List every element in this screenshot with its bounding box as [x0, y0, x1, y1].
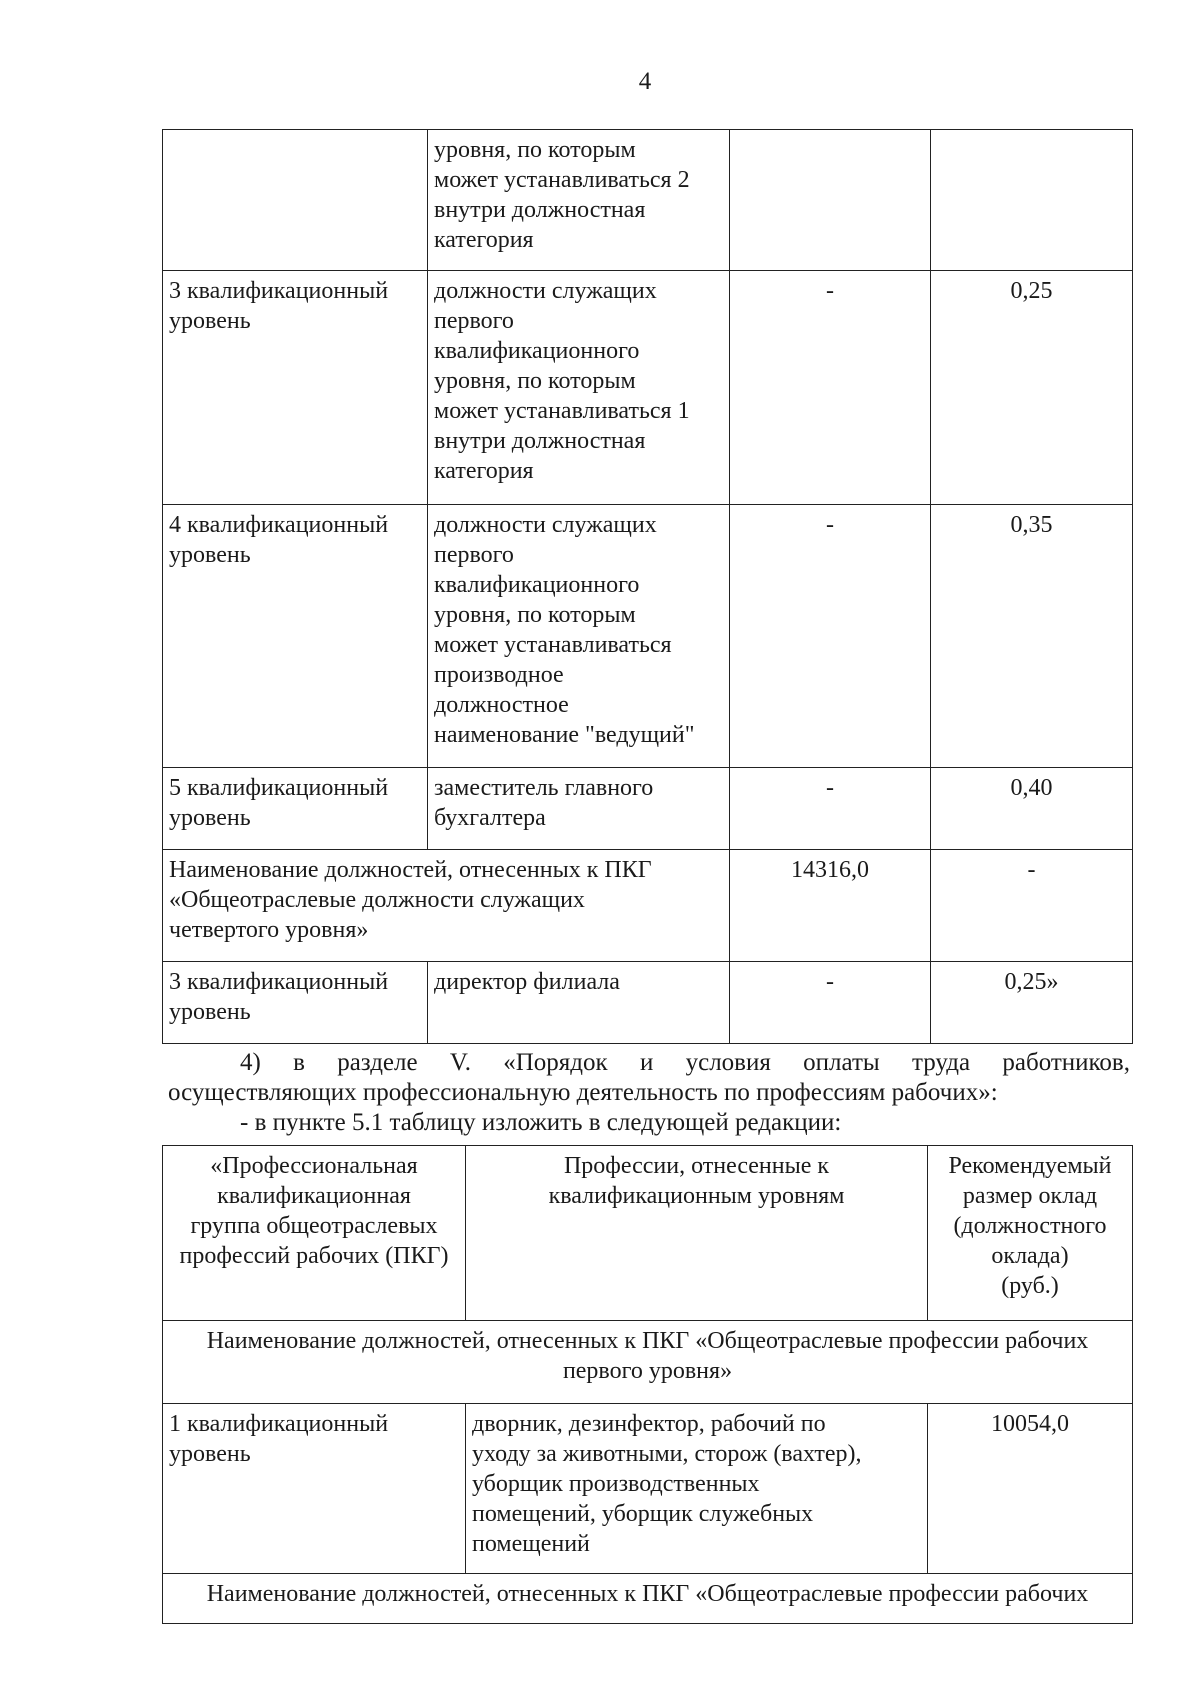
- paragraph-line-1: 4) в разделе V. «Порядок и условия оплаты труда работников,: [240, 1049, 1130, 1076]
- table-row: [163, 130, 1133, 271]
- salary-cell: -: [730, 962, 931, 1044]
- coefficient-cell: 0,40: [931, 768, 1133, 850]
- qualification-level: 3 квалификационный уровень: [163, 962, 428, 1044]
- group-row: [163, 1321, 1133, 1404]
- page-number: 4: [638, 68, 652, 95]
- table-header-row: [163, 1146, 1133, 1321]
- coefficient-cell: 0,25»: [931, 962, 1133, 1044]
- position-cell: должности служащих первого квалификационного уровня, по которым может устанавливаться 1 внутри должностная категория: [428, 271, 730, 505]
- qualification-level: [163, 130, 428, 271]
- table-row: [163, 271, 1133, 505]
- table-row: [163, 1404, 1133, 1574]
- table-row: [163, 505, 1133, 768]
- group-row: [163, 850, 1133, 962]
- salary-table-continued: [162, 129, 1133, 1044]
- salary-cell: -: [730, 768, 931, 850]
- coefficient-cell: [931, 130, 1133, 271]
- qualification-level: 3 квалификационный уровень: [163, 271, 428, 505]
- amendment-paragraph: [168, 1048, 1130, 1138]
- position-cell: должности служащих первого квалификационного уровня, по которым может устанавливаться производное должностное наименование "ведущий": [428, 505, 730, 768]
- worker-professions-table: [162, 1145, 1133, 1624]
- header-professions: Профессии, отнесенные к квалификационным уровням: [466, 1146, 928, 1321]
- salary-cell: 14316,0: [730, 850, 931, 962]
- group-row: [163, 1574, 1133, 1624]
- coefficient-cell: 0,35: [931, 505, 1133, 768]
- qualification-level: 5 квалификационный уровень: [163, 768, 428, 850]
- position-cell: директор филиала: [428, 962, 730, 1044]
- group-title: Наименование должностей, отнесенных к ПКГ «Общеотраслевые профессии рабочих: [163, 1574, 1133, 1624]
- qualification-level: 4 квалификационный уровень: [163, 505, 428, 768]
- coefficient-cell: 0,25: [931, 271, 1133, 505]
- coefficient-cell: -: [931, 850, 1133, 962]
- table-row: [163, 768, 1133, 850]
- paragraph-line-2: осуществляющих профессиональную деятельность по профессиям рабочих»:: [168, 1079, 998, 1106]
- group-title: Наименование должностей, отнесенных к ПКГ «Общеотраслевые должности служащих четвертого уровня»: [163, 850, 730, 962]
- salary-cell: -: [730, 271, 931, 505]
- position-cell: заместитель главного бухгалтера: [428, 768, 730, 850]
- header-qualification-group: «Профессиональная квалификационная группа общеотраслевых профессий рабочих (ПКГ): [163, 1146, 466, 1321]
- qualification-level: 1 квалификационный уровень: [163, 1404, 466, 1574]
- position-cell: уровня, по которым может устанавливаться 2 внутри должностная категория: [428, 130, 730, 271]
- header-recommended-salary: Рекомендуемый размер оклад (должностного оклада) (руб.): [928, 1146, 1133, 1321]
- professions-cell: дворник, дезинфектор, рабочий по уходу за животными, сторож (вахтер), уборщик производственных помещений, уборщик служебных помещений: [466, 1404, 928, 1574]
- salary-cell: [730, 130, 931, 271]
- group-title: Наименование должностей, отнесенных к ПКГ «Общеотраслевые профессии рабочих первого уровня»: [163, 1321, 1133, 1404]
- salary-cell: -: [730, 505, 931, 768]
- paragraph-line-3: - в пункте 5.1 таблицу изложить в следующей редакции:: [240, 1109, 842, 1136]
- table-row: [163, 962, 1133, 1044]
- salary-cell: 10054,0: [928, 1404, 1133, 1574]
